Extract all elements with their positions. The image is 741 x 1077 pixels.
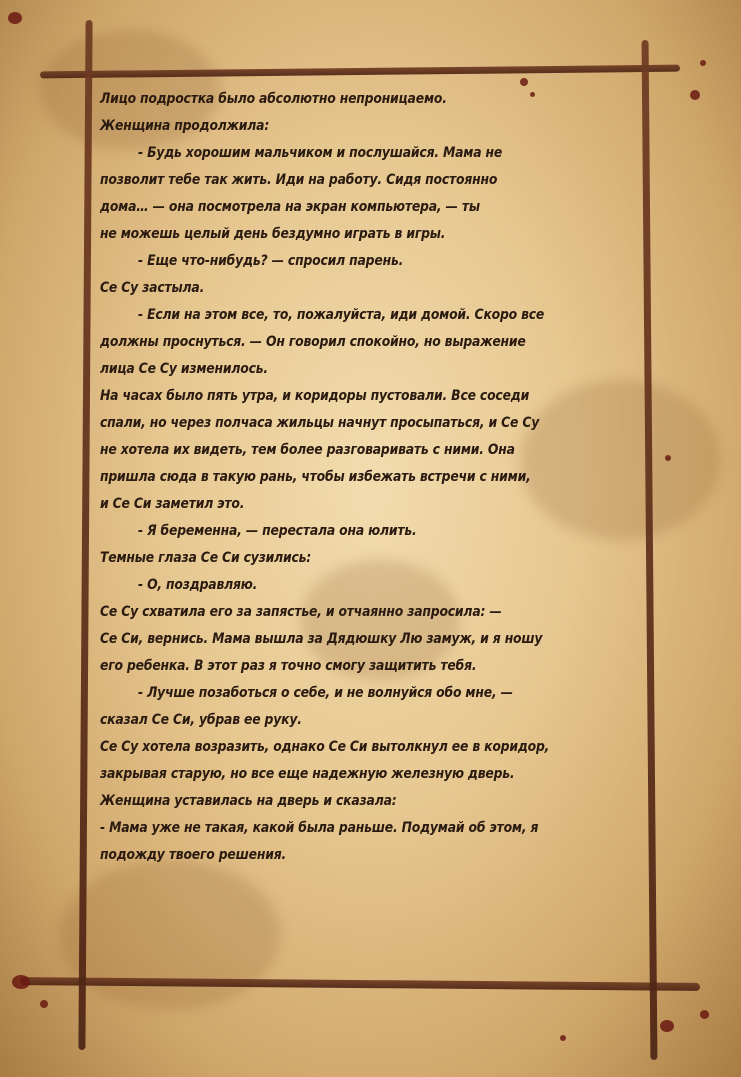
text-line: его ребенка. В этот раз я точно смогу защитить тебя. [100,658,477,674]
text-line: не хотела их видеть, тем более разговаривать с ними. Она [100,442,515,458]
text-line: дома… — она посмотрела на экран компьютера, — ты [100,199,480,215]
text-line: лица Се Су изменилось. [100,361,268,377]
text-line: Лицо подростка было абсолютно непроницаемо. [100,91,447,107]
text-line: На часах было пять утра, и коридоры пустовали. Все соседи [100,388,530,404]
text-line: Женщина уставилась на дверь и сказала: [100,793,397,809]
frame-right-bar [642,40,658,1060]
blood-splatter [12,975,30,989]
story-text [100,86,621,869]
text-line: Се Су схватила его за запястье, и отчаянно запросила: — [100,604,502,620]
text-line: подожду твоего решения. [100,847,286,863]
text-line: - Будь хорошим мальчиком и послушайся. Мама не [138,145,503,161]
blood-splatter [560,1035,566,1041]
text-line: позволит тебе так жить. Иди на работу. Сидя постоянно [100,172,498,188]
text-line: - Если на этом все, то, пожалуйста, иди домой. Скоро все [138,307,545,323]
text-line: Женщина продолжила: [100,118,270,134]
text-line: Темные глаза Се Си сузились: [100,550,312,566]
stain [60,860,280,1010]
text-line: не можешь целый день бездумно играть в игры. [100,226,446,242]
text-line: спали, но через полчаса жильцы начнут просыпаться, и Се Су [100,415,540,431]
blood-splatter [520,78,528,86]
text-line: Се Су застыла. [100,280,205,296]
text-line: - Лучше позаботься о себе, и не волнуйся обо мне, — [138,685,513,701]
text-line: и Се Си заметил это. [100,496,245,512]
blood-splatter [8,12,22,24]
blood-splatter [700,1010,709,1019]
text-line: закрывая старую, но все еще надежную железную дверь. [100,766,515,782]
text-line: должны проснуться. — Он говорил спокойно, но выражение [100,334,526,350]
text-line: - Еще что-нибудь? — спросил парень. [138,253,404,269]
text-line: - Я беременна, — перестала она юлить. [138,523,417,539]
text-line: - О, поздравляю. [138,577,258,593]
blood-splatter [665,455,671,461]
text-line: сказал Се Си, убрав ее руку. [100,712,302,728]
text-line: пришла сюда в такую рань, чтобы избежать встречи с ними, [100,469,531,485]
blood-splatter [40,1000,48,1008]
text-line: - Мама уже не такая, какой была раньше. Подумай об этом, я [100,820,539,836]
blood-splatter [660,1020,674,1032]
text-line: Се Си, вернись. Мама вышла за Дядюшку Лю замуж, и я ношу [100,631,543,647]
blood-splatter [700,60,706,66]
text-line: Се Су хотела возразить, однако Се Си вытолкнул ее в коридор, [100,739,550,755]
blood-splatter [690,90,700,100]
